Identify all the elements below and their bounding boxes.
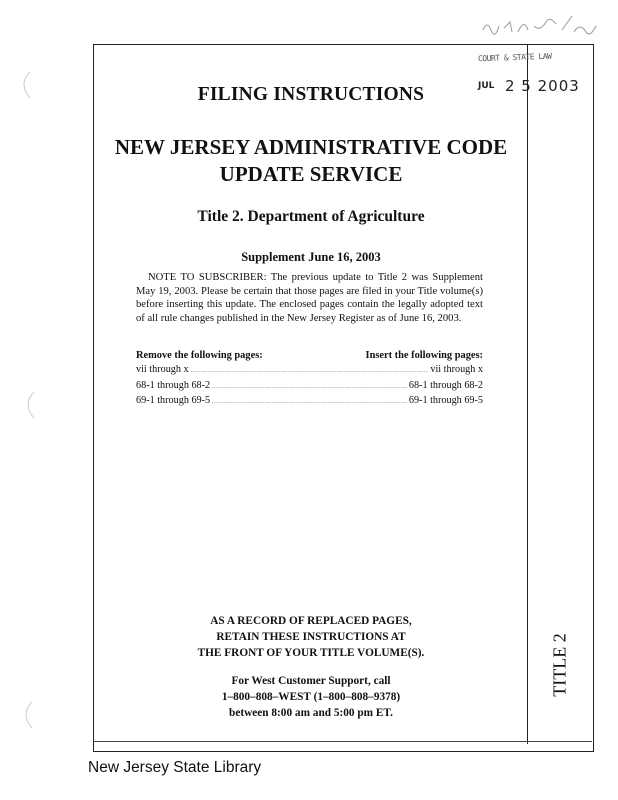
dot-leader	[191, 363, 429, 379]
insert-pages-cell: 68-1 through 68-2	[408, 379, 483, 391]
customer-support	[95, 673, 527, 721]
binder-hole-mark	[22, 390, 38, 420]
table-row	[136, 363, 483, 379]
record-line: THE FRONT OF YOUR TITLE VOLUME(S).	[197, 647, 425, 659]
supplement-date: Supplement June 16, 2003	[241, 250, 381, 264]
binder-hole-mark	[18, 70, 34, 100]
page-border-inner-bottom	[93, 741, 592, 742]
insert-pages-cell: vii through x	[430, 364, 483, 375]
dot-leader	[212, 394, 407, 410]
code-title	[95, 134, 527, 188]
table-row	[136, 394, 483, 410]
remove-pages-header: Remove the following pages:	[136, 350, 263, 361]
spine-tab	[528, 620, 591, 710]
dot-leader	[212, 379, 407, 395]
code-title-line1: NEW JERSEY ADMINISTRATIVE CODE	[114, 135, 508, 159]
subscriber-note	[136, 271, 483, 326]
record-line: RETAIN THESE INSTRUCTIONS AT	[216, 631, 406, 643]
note-lead: NOTE TO SUBSCRIBER:	[148, 272, 267, 283]
page-table-header	[136, 350, 483, 361]
handwritten-scribble	[478, 8, 608, 44]
remove-pages-cell: 69-1 through 69-5	[136, 395, 211, 407]
record-line: AS A RECORD OF REPLACED PAGES,	[210, 615, 412, 627]
code-title-line2: UPDATE SERVICE	[219, 162, 403, 186]
page-title: FILING INSTRUCTIONS	[197, 84, 425, 105]
spine-label: TITLE 2	[549, 633, 569, 697]
received-stamp-month: JUL	[478, 81, 495, 91]
record-instructions	[95, 613, 527, 661]
support-hours: between 8:00 am and 5:00 pm ET.	[229, 707, 393, 719]
received-stamp-text: COURT & STATE LAW	[477, 51, 552, 64]
library-footer: New Jersey State Library	[88, 759, 262, 776]
insert-pages-header: Insert the following pages:	[365, 350, 483, 361]
page-table	[136, 363, 483, 410]
title-subheading: Title 2. Department of Agriculture	[197, 208, 425, 225]
support-line: For West Customer Support, call	[231, 675, 391, 687]
support-phone: 1–800–808–WEST (1–800–808–9378)	[221, 691, 401, 703]
note-body: The previous update to Title 2 was Supplement May 19, 2003. Please be certain that those pages are filed in your Title volume(s) before inserting this update. The enclosed pages contain the legally adopted text of all rule changes published in the New Jersey Register as of June 16, 2003.	[136, 272, 483, 325]
insert-pages-cell: 69-1 through 69-5	[408, 395, 483, 407]
table-row	[136, 379, 483, 395]
remove-pages-cell: 68-1 through 68-2	[136, 379, 211, 391]
remove-pages-cell: vii through x	[136, 364, 189, 375]
received-stamp-date: 2 5 2003	[505, 77, 580, 95]
binder-hole-mark	[20, 700, 36, 730]
